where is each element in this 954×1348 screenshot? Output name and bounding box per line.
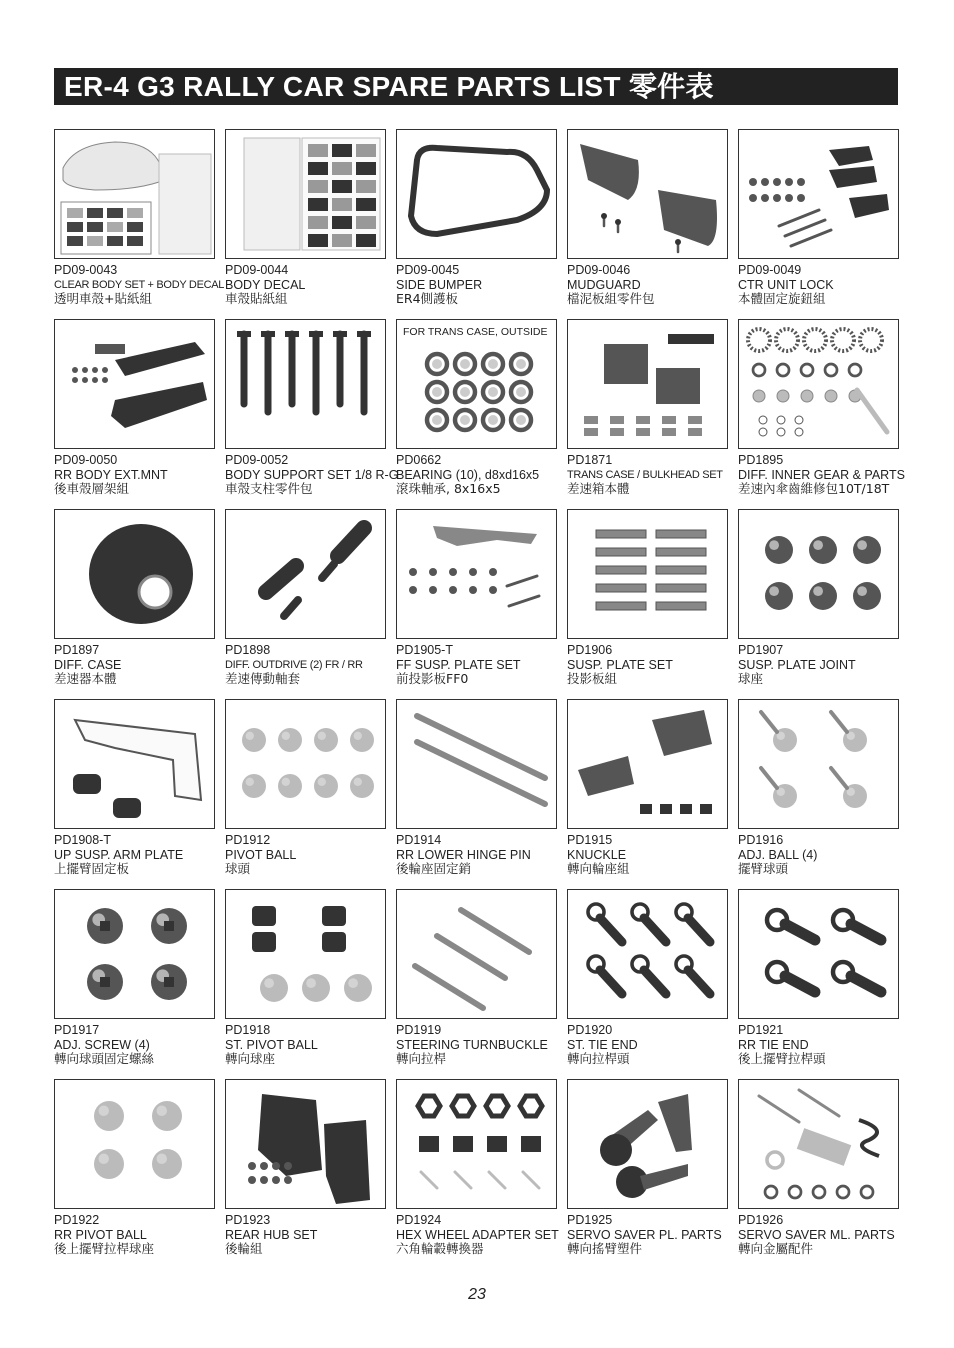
part-chinese-name: 轉向輪座組 xyxy=(567,861,630,876)
part-caption xyxy=(396,453,566,497)
part-name: UP SUSP. ARM PLATE xyxy=(54,847,184,862)
part-code: PD1907 xyxy=(738,643,784,657)
part-image xyxy=(225,1079,386,1209)
part-image xyxy=(567,699,728,829)
part-code: PD1912 xyxy=(225,833,271,847)
part-chinese-name: 轉向球座 xyxy=(225,1051,276,1066)
part-chinese-name: 車殼貼紙組 xyxy=(225,291,288,306)
part-name: RR PIVOT BALL xyxy=(54,1227,147,1242)
part-caption xyxy=(396,1023,566,1067)
part-name: BEARING (10), d8xd16x5 xyxy=(396,467,540,482)
part-image xyxy=(738,509,899,639)
part-card xyxy=(567,699,728,889)
part-image xyxy=(396,699,557,829)
part-card xyxy=(225,129,386,319)
part-chinese-name: ER4側護板 xyxy=(396,291,459,306)
part-card xyxy=(54,509,215,699)
part-caption xyxy=(738,833,908,877)
part-code: PD1915 xyxy=(567,833,613,847)
part-code: PD1897 xyxy=(54,643,100,657)
part-caption xyxy=(738,453,908,497)
part-caption xyxy=(225,1213,395,1257)
part-card xyxy=(396,319,557,509)
part-chinese-name: 檔泥板組零件包 xyxy=(567,291,655,306)
part-image xyxy=(54,509,215,639)
part-image xyxy=(225,509,386,639)
part-card xyxy=(225,319,399,509)
part-card xyxy=(738,699,899,889)
part-image xyxy=(396,509,557,639)
part-caption xyxy=(54,1213,224,1257)
part-name: SUSP. PLATE SET xyxy=(567,657,673,672)
part-image xyxy=(54,129,215,259)
part-caption xyxy=(567,263,737,307)
part-chinese-name: 球座 xyxy=(738,671,764,686)
part-name: BODY DECAL xyxy=(225,277,306,292)
part-image xyxy=(225,699,386,829)
part-caption xyxy=(225,833,395,877)
part-card xyxy=(567,889,728,1079)
part-chinese-name: 轉向拉桿 xyxy=(396,1051,447,1066)
part-image xyxy=(738,129,899,259)
part-card xyxy=(54,889,215,1079)
part-code: PD09-0046 xyxy=(567,263,631,277)
part-chinese-name: 投影板組 xyxy=(567,671,618,686)
part-name: REAR HUB SET xyxy=(225,1227,318,1242)
part-chinese-name: 差速內傘齒維修包10T/18T xyxy=(738,481,890,496)
part-name: ST. TIE END xyxy=(567,1037,638,1052)
part-caption xyxy=(396,643,566,687)
part-code: PD1906 xyxy=(567,643,613,657)
part-code: PD1895 xyxy=(738,453,784,467)
part-name: KNUCKLE xyxy=(567,847,627,862)
part-image xyxy=(54,1079,215,1209)
part-image xyxy=(54,889,215,1019)
parts-grid xyxy=(54,129,905,1269)
page-number: 23 xyxy=(468,1286,486,1303)
part-chinese-name: 擺臂球頭 xyxy=(738,861,789,876)
part-card xyxy=(567,1079,728,1269)
part-name: PIVOT BALL xyxy=(225,847,297,862)
part-caption xyxy=(54,1023,224,1067)
part-code: PD1923 xyxy=(225,1213,271,1227)
part-name: SIDE BUMPER xyxy=(396,277,483,292)
part-card xyxy=(225,1079,386,1269)
part-card xyxy=(738,889,899,1079)
part-chinese-name: 差速器本體 xyxy=(54,671,117,686)
part-card xyxy=(567,509,728,699)
part-code: PD09-0049 xyxy=(738,263,802,277)
part-card xyxy=(54,319,215,509)
part-chinese-name: 上擺臂固定板 xyxy=(54,861,130,876)
part-image xyxy=(567,1079,728,1209)
part-card xyxy=(738,1079,899,1269)
part-code: PD09-0045 xyxy=(396,263,460,277)
part-chinese-name: 球頭 xyxy=(225,861,251,876)
part-caption xyxy=(225,453,399,497)
part-card xyxy=(225,699,386,889)
part-chinese-name: 差速箱本體 xyxy=(567,481,630,496)
part-name: DIFF. CASE xyxy=(54,657,122,672)
part-code: PD1905-T xyxy=(396,643,453,657)
part-code: PD1920 xyxy=(567,1023,613,1037)
part-name: SUSP. PLATE JOINT xyxy=(738,657,856,672)
part-image xyxy=(567,889,728,1019)
part-name: SERVO SAVER PL. PARTS xyxy=(567,1227,722,1242)
part-chinese-name: 轉向金屬配件 xyxy=(738,1241,814,1256)
part-name: SERVO SAVER ML. PARTS xyxy=(738,1227,895,1242)
part-name: ST. PIVOT BALL xyxy=(225,1037,318,1052)
part-card xyxy=(54,129,225,319)
part-card xyxy=(396,1079,557,1269)
part-image xyxy=(396,319,557,449)
part-name: ADJ. SCREW (4) xyxy=(54,1037,150,1052)
part-caption xyxy=(567,1023,737,1067)
part-name: ADJ. BALL (4) xyxy=(738,847,818,862)
part-name: RR TIE END xyxy=(738,1037,809,1052)
part-caption xyxy=(225,263,395,307)
part-caption xyxy=(396,833,566,877)
part-caption xyxy=(396,1213,566,1257)
part-code: PD09-0044 xyxy=(225,263,289,277)
part-code: PD1921 xyxy=(738,1023,784,1037)
part-caption xyxy=(738,263,908,307)
part-chinese-name: 滾珠軸承, 8x16x5 xyxy=(396,481,501,496)
part-card xyxy=(396,699,557,889)
part-name: CLEAR BODY SET + BODY DECAL xyxy=(54,278,225,291)
part-code: PD1924 xyxy=(396,1213,442,1227)
part-chinese-name: 車殼支柱零件包 xyxy=(225,481,313,496)
part-caption xyxy=(738,643,908,687)
part-image xyxy=(738,319,899,449)
part-chinese-name: 前投影板FF0 xyxy=(396,671,469,686)
part-image xyxy=(738,699,899,829)
part-name: BODY SUPPORT SET 1/8 R-G xyxy=(225,467,399,482)
part-name: CTR UNIT LOCK xyxy=(738,277,834,292)
part-chinese-name: 六角輪轂轉換器 xyxy=(396,1241,484,1256)
part-image xyxy=(567,509,728,639)
part-caption xyxy=(567,833,737,877)
part-name: STEERING TURNBUCKLE xyxy=(396,1037,548,1052)
part-card xyxy=(396,509,557,699)
part-card xyxy=(225,509,386,699)
part-name: MUDGUARD xyxy=(567,277,641,292)
part-chinese-name: 後車殼層架組 xyxy=(54,481,130,496)
part-name: RR BODY EXT.MNT xyxy=(54,467,168,482)
part-code: PD09-0043 xyxy=(54,263,118,277)
part-code: PD1916 xyxy=(738,833,784,847)
part-caption xyxy=(567,453,737,497)
part-chinese-name: 後上擺臂拉桿頭 xyxy=(738,1051,826,1066)
part-card xyxy=(567,129,728,319)
part-image xyxy=(54,699,215,829)
part-image xyxy=(54,319,215,449)
part-code: PD1917 xyxy=(54,1023,100,1037)
part-card xyxy=(54,699,215,889)
part-name: FF SUSP. PLATE SET xyxy=(396,657,521,672)
part-chinese-name: 本體固定旋鈕組 xyxy=(738,291,826,306)
part-card xyxy=(738,509,899,699)
part-caption xyxy=(567,643,737,687)
part-card xyxy=(396,889,557,1079)
part-code: PD0662 xyxy=(396,453,442,467)
part-card xyxy=(738,319,905,509)
part-image xyxy=(738,1079,899,1209)
part-code: PD1919 xyxy=(396,1023,442,1037)
part-chinese-name: 轉向球頭固定螺絲 xyxy=(54,1051,155,1066)
part-image xyxy=(738,889,899,1019)
part-caption xyxy=(54,453,224,497)
part-chinese-name: 差速傳動軸套 xyxy=(225,671,301,686)
part-chinese-name: 透明車殼+貼紙組 xyxy=(54,291,152,306)
part-caption xyxy=(225,643,395,687)
part-caption xyxy=(567,1213,737,1257)
part-code: PD1926 xyxy=(738,1213,784,1227)
part-chinese-name: 轉向搖臂塑件 xyxy=(567,1241,643,1256)
part-name: RR LOWER HINGE PIN xyxy=(396,847,531,862)
part-image xyxy=(396,889,557,1019)
part-caption xyxy=(54,643,224,687)
part-card xyxy=(225,889,386,1079)
part-code: PD1925 xyxy=(567,1213,613,1227)
part-code: PD1914 xyxy=(396,833,442,847)
part-image xyxy=(225,889,386,1019)
part-caption xyxy=(396,263,566,307)
part-caption xyxy=(225,1023,395,1067)
part-caption xyxy=(54,833,224,877)
part-image xyxy=(567,319,728,449)
part-image xyxy=(567,129,728,259)
part-caption xyxy=(738,1023,908,1067)
part-image xyxy=(396,1079,557,1209)
part-caption xyxy=(54,263,224,307)
part-chinese-name: 後上擺臂拉桿球座 xyxy=(54,1241,155,1256)
part-chinese-name: 後輪組 xyxy=(225,1241,263,1256)
part-code: PD1898 xyxy=(225,643,271,657)
part-name: HEX WHEEL ADAPTER SET xyxy=(396,1227,559,1242)
part-name: TRANS CASE / BULKHEAD SET xyxy=(567,468,723,481)
part-card xyxy=(567,319,728,509)
part-card xyxy=(396,129,557,319)
part-code: PD1922 xyxy=(54,1213,100,1227)
part-card xyxy=(738,129,899,319)
part-chinese-name: 轉向拉桿頭 xyxy=(567,1051,630,1066)
part-code: PD1918 xyxy=(225,1023,271,1037)
part-image xyxy=(225,319,386,449)
part-code: PD1908-T xyxy=(54,833,111,847)
part-code: PD09-0052 xyxy=(225,453,289,467)
part-code: PD1871 xyxy=(567,453,613,467)
part-name: DIFF. OUTDRIVE (2) FR / RR xyxy=(225,658,363,671)
part-chinese-name: 後輪座固定銷 xyxy=(396,861,472,876)
part-name: DIFF. INNER GEAR & PARTS xyxy=(738,467,905,482)
part-image xyxy=(225,129,386,259)
part-note: FOR TRANS CASE, OUTSIDE xyxy=(403,326,548,338)
part-code: PD09-0050 xyxy=(54,453,118,467)
page-title: ER-4 G3 RALLY CAR SPARE PARTS LIST 零件表 xyxy=(54,68,898,105)
part-image xyxy=(396,129,557,259)
part-caption xyxy=(738,1213,908,1257)
part-card xyxy=(54,1079,215,1269)
